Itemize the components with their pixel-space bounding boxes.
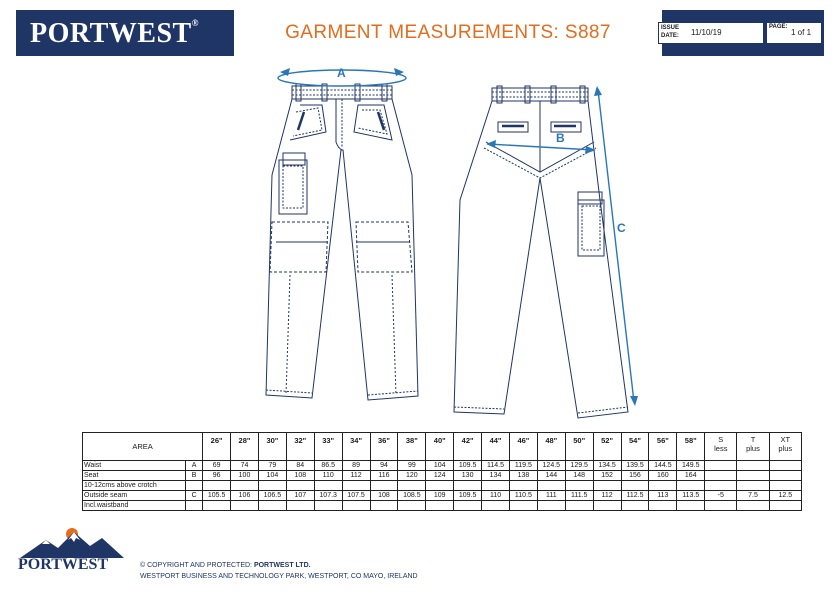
table-cell [509, 501, 537, 511]
table-cell: 139.5 [621, 461, 649, 471]
table-cell [454, 501, 482, 511]
size-header: 52" [593, 433, 621, 461]
size-header: 32" [286, 433, 314, 461]
table-cell [426, 501, 454, 511]
table-cell: 74 [231, 461, 259, 471]
outside-seam-arrow [598, 90, 634, 402]
table-cell [203, 481, 231, 491]
table-cell: 113.5 [677, 491, 705, 501]
garment-drawing [0, 60, 840, 430]
table-cell: 94 [370, 461, 398, 471]
size-header: 33" [314, 433, 342, 461]
page-label: PAGE: [769, 24, 788, 30]
table-cell: 112 [593, 491, 621, 501]
table-row [83, 461, 802, 471]
header-bar [16, 10, 824, 56]
row-label: 10-12cms above crotch [83, 481, 186, 491]
table-cell: 124 [426, 471, 454, 481]
table-cell: 114.5 [482, 461, 510, 471]
table-cell: 152 [593, 471, 621, 481]
table-cell [621, 481, 649, 491]
extra-header-bottom: less [714, 444, 728, 453]
brand-logo [30, 18, 199, 50]
table-cell [621, 501, 649, 511]
row-code [186, 481, 203, 491]
table-cell: 110 [482, 491, 510, 501]
table-cell [342, 481, 370, 491]
table-cell: 134 [482, 471, 510, 481]
table-cell: 100 [231, 471, 259, 481]
extra-cell [769, 481, 801, 491]
measurement-table [82, 432, 802, 511]
table-cell: 160 [649, 471, 677, 481]
table-cell: 112.5 [621, 491, 649, 501]
table-cell: 111.5 [565, 491, 593, 501]
table-row [83, 481, 802, 491]
table-cell: 107.3 [314, 491, 342, 501]
extra-header [737, 433, 769, 461]
table-cell: 107 [286, 491, 314, 501]
size-header: 30" [258, 433, 286, 461]
table-cell [426, 481, 454, 491]
extra-cell [737, 471, 769, 481]
size-header: 50" [565, 433, 593, 461]
footer-logo [16, 520, 128, 582]
date-label: DATE: [661, 33, 679, 39]
table-cell [286, 501, 314, 511]
table-cell [398, 501, 426, 511]
extra-cell [705, 501, 737, 511]
table-cell [593, 481, 621, 491]
size-header: 58" [677, 433, 705, 461]
table-cell [203, 501, 231, 511]
table-cell: 148 [565, 471, 593, 481]
table-cell: 79 [258, 461, 286, 471]
page-title: GARMENT MEASUREMENTS: S887 [285, 22, 611, 43]
table-cell: 124.5 [537, 461, 565, 471]
table-cell [649, 501, 677, 511]
table-cell: 120 [398, 471, 426, 481]
issue-label: ISSUE [661, 25, 680, 31]
extra-cell [769, 501, 801, 511]
size-header: 56" [649, 433, 677, 461]
table-cell [314, 481, 342, 491]
table-cell: 105.5 [203, 491, 231, 501]
table-cell [509, 481, 537, 491]
extra-cell: 7.5 [737, 491, 769, 501]
table-cell [677, 501, 705, 511]
table-cell: 109.5 [454, 461, 482, 471]
table-row [83, 491, 802, 501]
copyright-company: PORTWEST LTD. [253, 562, 311, 569]
table-cell: 138 [509, 471, 537, 481]
mountain-sun-icon [16, 520, 128, 560]
table-cell [482, 481, 510, 491]
table-cell: 69 [203, 461, 231, 471]
size-header: 46" [509, 433, 537, 461]
row-label: Incl.waistband [83, 501, 186, 511]
table-cell [258, 501, 286, 511]
label-b: B [556, 131, 565, 145]
table-cell: 149.5 [677, 461, 705, 471]
address-line: WESTPORT BUSINESS AND TECHNOLOGY PARK, WESTPORT, CO MAYO, IRELAND [140, 573, 418, 580]
extra-cell: -5 [705, 491, 737, 501]
table-cell: 84 [286, 461, 314, 471]
extra-cell: 12.5 [769, 491, 801, 501]
footer-brand: PORTWEST [18, 556, 109, 573]
table-cell: 108 [370, 491, 398, 501]
extra-header [769, 433, 801, 461]
table-cell: 107.5 [342, 491, 370, 501]
size-header: 40" [426, 433, 454, 461]
table-cell [314, 501, 342, 511]
table-cell [231, 501, 259, 511]
extra-cell [769, 461, 801, 471]
table-cell [454, 481, 482, 491]
issue-date-label [661, 24, 679, 40]
table-cell [370, 501, 398, 511]
copyright-line [140, 560, 418, 571]
table-cell [258, 481, 286, 491]
extra-header-top: S [718, 435, 724, 444]
issue-date-value: 11/10/19 [691, 28, 722, 37]
table-cell: 144.5 [649, 461, 677, 471]
table-cell [370, 481, 398, 491]
table-cell: 116 [370, 471, 398, 481]
row-label: Seat [83, 471, 186, 481]
copyright-prefix: © COPYRIGHT AND PROTECTED: [140, 562, 254, 569]
size-header: 42" [454, 433, 482, 461]
size-header: 34" [342, 433, 370, 461]
extra-cell [737, 481, 769, 491]
table-row [83, 501, 802, 511]
extra-cell [737, 501, 769, 511]
page-box [766, 22, 822, 44]
table-cell: 164 [677, 471, 705, 481]
table-header-row [83, 433, 802, 461]
table-cell [565, 481, 593, 491]
table-cell [398, 481, 426, 491]
table-cell: 129.5 [565, 461, 593, 471]
extra-header-top: T [750, 435, 756, 444]
seat-arrow [488, 144, 594, 150]
extra-cell [737, 461, 769, 471]
extra-cell [769, 471, 801, 481]
table-cell: 113 [649, 491, 677, 501]
row-code: B [186, 471, 203, 481]
table-cell: 106 [231, 491, 259, 501]
table-cell: 112 [342, 471, 370, 481]
row-label: Outside seam [83, 491, 186, 501]
brand-name: PORTWEST [30, 18, 192, 49]
table-cell [649, 481, 677, 491]
table-row [83, 471, 802, 481]
table-cell [482, 501, 510, 511]
table-cell: 89 [342, 461, 370, 471]
table-cell: 109 [426, 491, 454, 501]
page-value: 1 of 1 [791, 28, 812, 37]
row-code: C [186, 491, 203, 501]
size-header: 48" [537, 433, 565, 461]
back-view [454, 86, 628, 418]
size-header: 38" [398, 433, 426, 461]
extra-header-bottom: plus [746, 444, 760, 453]
table-cell: 86.5 [314, 461, 342, 471]
table-cell: 110.5 [509, 491, 537, 501]
table-cell [565, 501, 593, 511]
table-cell [286, 481, 314, 491]
row-code [186, 501, 203, 511]
extra-cell [705, 481, 737, 491]
table-cell [342, 501, 370, 511]
table-cell: 109.5 [454, 491, 482, 501]
table-cell: 119.5 [509, 461, 537, 471]
table-cell: 108.5 [398, 491, 426, 501]
table-cell: 99 [398, 461, 426, 471]
issue-date-box [658, 22, 764, 44]
extra-header [705, 433, 737, 461]
table-cell [231, 481, 259, 491]
size-header: 26" [203, 433, 231, 461]
title-box [234, 10, 662, 56]
table-cell: 108 [286, 471, 314, 481]
table-cell: 110 [314, 471, 342, 481]
registered-mark: ® [191, 18, 199, 28]
label-c: C [617, 221, 626, 235]
table-cell: 104 [426, 461, 454, 471]
size-header: 36" [370, 433, 398, 461]
front-view [266, 84, 418, 400]
table-cell [537, 481, 565, 491]
table-cell [677, 481, 705, 491]
table-cell: 134.5 [593, 461, 621, 471]
table-cell: 96 [203, 471, 231, 481]
extra-header-bottom: plus [778, 444, 793, 453]
table-cell: 156 [621, 471, 649, 481]
table-cell: 111 [537, 491, 565, 501]
table-cell: 144 [537, 471, 565, 481]
size-header: 54" [621, 433, 649, 461]
row-label: Waist [83, 461, 186, 471]
extra-header-top: XT [780, 435, 791, 444]
size-header: 28" [231, 433, 259, 461]
label-a: A [337, 66, 346, 80]
table-cell: 106.5 [258, 491, 286, 501]
area-header: AREA [83, 433, 203, 461]
extra-cell [705, 471, 737, 481]
row-code: A [186, 461, 203, 471]
table-cell [593, 501, 621, 511]
table-cell [537, 501, 565, 511]
table-cell: 130 [454, 471, 482, 481]
size-header: 44" [482, 433, 510, 461]
extra-cell [705, 461, 737, 471]
footer-text [140, 560, 418, 582]
table-cell: 104 [258, 471, 286, 481]
